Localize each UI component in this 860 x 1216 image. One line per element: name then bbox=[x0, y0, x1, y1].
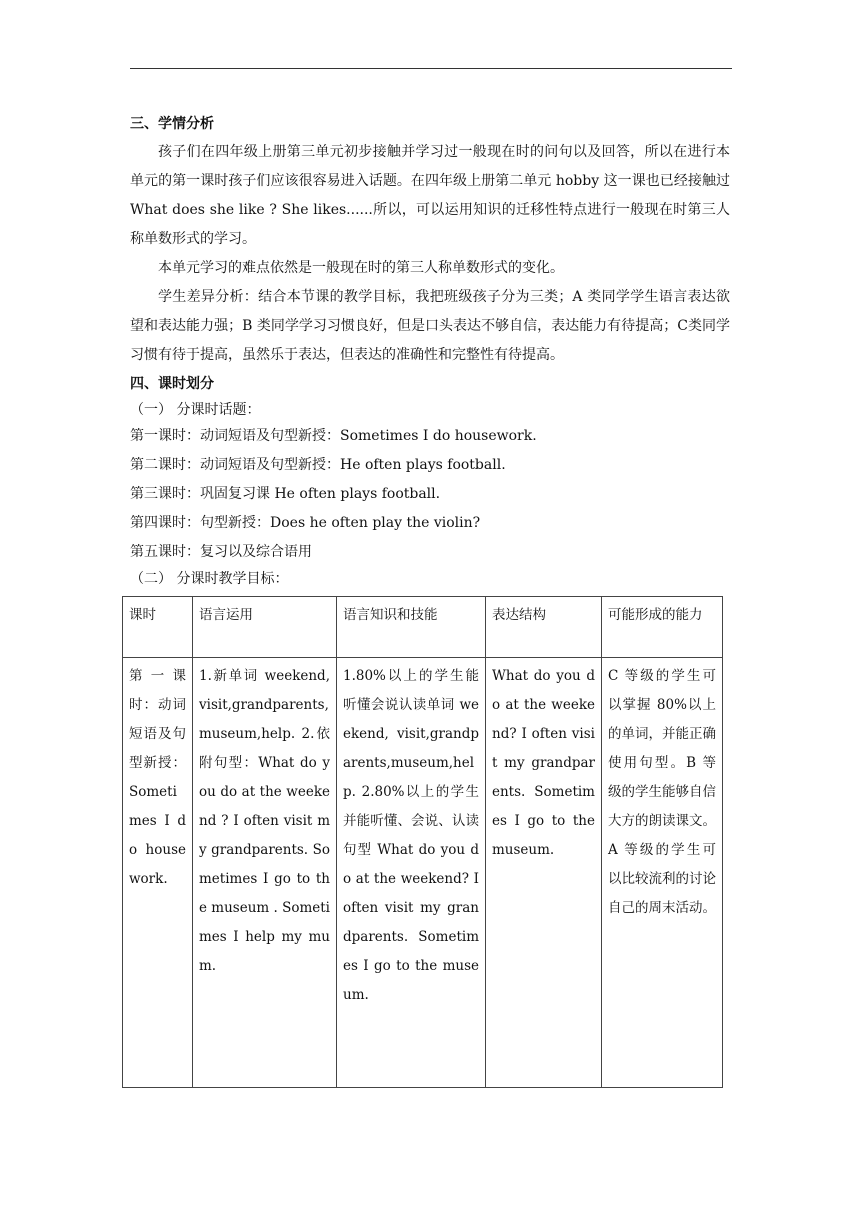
header-rule bbox=[130, 68, 732, 69]
analysis-paragraph-1: 孩子们在四年级上册第三单元初步接触并学习过一般现在时的问句以及回答，所以在进行本单元的第一课时孩子们应该很容易进入话题。在四年级上册第二单元 hobby 这一课也已经接触过 What does she like ? She likes......所以，可以运用知识的迁移性特点进行一般现在时第三人称单数形式的学习。 bbox=[130, 144, 730, 247]
analysis-paragraph-2: 本单元学习的难点依然是一般现在时的第三人称单数形式的变化。 bbox=[158, 260, 564, 276]
cell-ability: C 等级的学生可以掌握 80%以上的单词，并能正确使用句型。B 等级的学生能够自信大方的朗读课文。A 等级的学生可以比较流利的讨论自己的周末活动。 bbox=[602, 658, 723, 1088]
table-header-row bbox=[123, 597, 723, 658]
header-cell-ability: 可能形成的能力 bbox=[602, 597, 723, 658]
header-cell-usage: 语言运用 bbox=[193, 597, 337, 658]
header-cell-structure: 表达结构 bbox=[486, 597, 602, 658]
subheading-objectives: （二） 分课时教学目标： bbox=[130, 571, 289, 587]
header-cell-knowledge: 语言知识和技能 bbox=[337, 597, 486, 658]
cell-usage: 1.新单词 weekend, visit,grandparents,museum,help. 2.依附句型：What do you do at the weekend ? I often visit my grandparents. Sometimes I go to the museum . Sometimes I help my mum. bbox=[193, 658, 337, 1088]
lesson-line: 第二课时：动词短语及句型新授：He often plays football. bbox=[130, 457, 506, 473]
document-body bbox=[130, 110, 730, 591]
table-row bbox=[123, 658, 723, 1088]
analysis-paragraph-3: 学生差异分析：结合本节课的教学目标，我把班级孩子分为三类；A 类同学学生语言表达欲望和表达能力强；B 类同学学习习惯良好，但是口头表达不够自信，表达能力有待提高；C类同学习惯有待于提高，虽然乐于表达，但表达的准确性和完整性有待提高。 bbox=[130, 289, 730, 363]
cell-knowledge: 1.80%以上的学生能听懂会说认读单词 weekend, visit,grandparents,museum,help. 2.80%以上的学生并能听懂、会说、认读句型 What do you do at the weekend? I often visit my grandparents. Sometimes I go to the museum. bbox=[337, 658, 486, 1088]
header-cell-lesson: 课时 bbox=[123, 597, 193, 658]
objectives-table bbox=[122, 596, 723, 1088]
lesson-line: 第四课时：句型新授：Does he often play the violin? bbox=[130, 515, 481, 531]
section-heading-lessons: 四、课时划分 bbox=[130, 376, 214, 392]
lesson-line: 第一课时：动词短语及句型新授：Sometimes I do housework. bbox=[130, 428, 537, 444]
section-heading-analysis: 三、学情分析 bbox=[130, 116, 214, 132]
subheading-topics: （一） 分课时话题： bbox=[130, 402, 261, 418]
cell-structure: What do you do at the weekend? I often visit my grandparents. Sometimes I go to the museum. bbox=[486, 658, 602, 1088]
lesson-line: 第三课时：巩固复习课 He often plays football. bbox=[130, 486, 441, 502]
lesson-line: 第五课时：复习以及综合语用 bbox=[130, 544, 312, 560]
cell-lesson: 第一课时：动词短语及句型新授：Sometimes I do housework. bbox=[123, 658, 193, 1088]
